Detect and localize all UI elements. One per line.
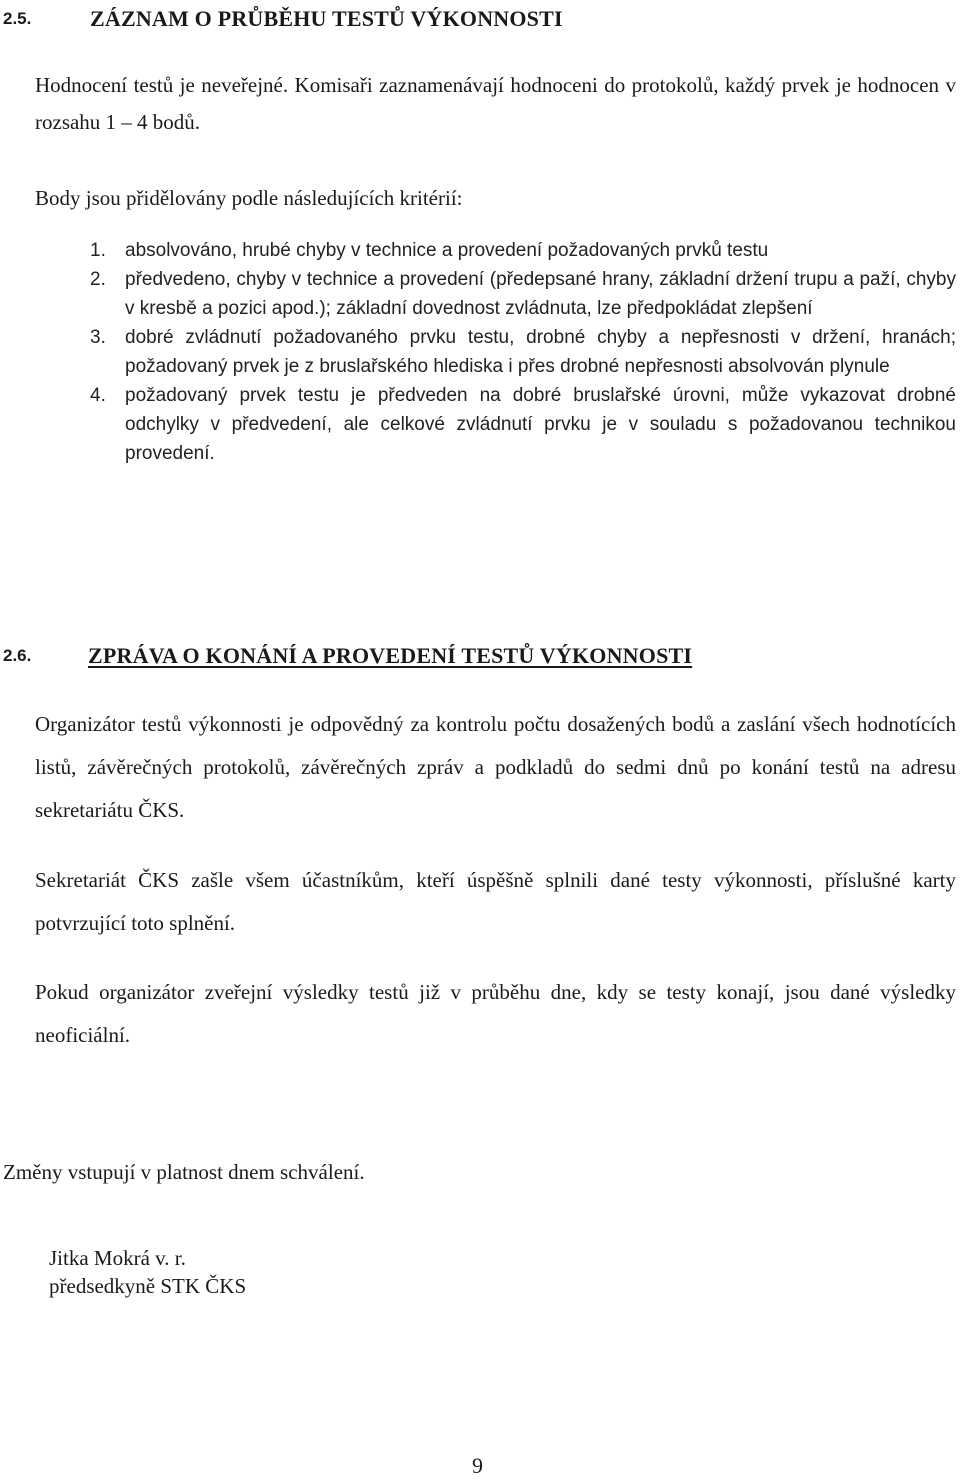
criteria-item — [90, 236, 956, 265]
criteria-text: předvedeno, chyby v technice a provedení (předepsané hrany, základní držení trupu a paží, chyby v kresbě a pozici apod.); základní dovednost zvládnuta, lze předpokládat zlepšení — [125, 269, 956, 319]
criteria-item — [90, 323, 956, 381]
criteria-text: absolvováno, hrubé chyby v technice a provedení požadovaných prvků testu — [125, 240, 769, 261]
report-paragraph: Sekretariát ČKS zašle všem účastníkům, kteří úspěšně splnili dané testy výkonnosti, příslušné karty potvrzující toto splnění. — [35, 868, 956, 935]
criteria-item — [90, 381, 956, 468]
criteria-list — [90, 236, 956, 468]
criteria-number: 4. — [90, 385, 106, 406]
validity-statement: Změny vstupují v platnost dnem schválení. — [3, 1160, 365, 1184]
signature-name: Jitka Mokrá v. r. — [49, 1246, 186, 1270]
criteria-intro: Body jsou přidělovány podle následujících kritérií: — [35, 186, 463, 210]
signature-role: předsedkyně STK ČKS — [49, 1274, 247, 1298]
section-number: 2.5. — [3, 9, 32, 28]
criteria-text: požadovaný prvek testu je předveden na dobré bruslařské úrovni, může vykazovat drobné odchylky v předvedení, ale celkové zvládnutí prvku je v souladu s požadovanou technikou provedení. — [125, 385, 956, 464]
report-paragraph: Organizátor testů výkonnosti je odpovědný za kontrolu počtu dosažených bodů a zaslání všech hodnotících listů, závěrečných protokolů, závěrečných zpráv a podkladů do sedmi dnů po konání testů na adresu sekretariátu ČKS. — [35, 712, 956, 822]
criteria-number: 2. — [90, 269, 106, 290]
criteria-item — [90, 265, 956, 323]
section-title: ZÁZNAM O PRŮBĚHU TESTŮ VÝKONNOSTI — [90, 6, 563, 31]
intro-paragraph: Hodnocení testů je neveřejné. Komisaři zaznamenávají hodnoceni do protokolů, každý prvek je hodnocen v rozsahu 1 – 4 bodů. — [35, 73, 956, 134]
criteria-number: 1. — [90, 240, 106, 261]
section-title: ZPRÁVA O KONÁNÍ A PROVEDENÍ TESTŮ VÝKONNOSTI — [88, 643, 693, 668]
criteria-number: 3. — [90, 327, 106, 348]
criteria-text: dobré zvládnutí požadovaného prvku testu, drobné chyby a nepřesnosti v držení, hranách; požadovaný prvek je z bruslařského hlediska i přes drobné nepřesnosti absolvován plynule — [125, 327, 956, 377]
page-number: 9 — [472, 1453, 483, 1478]
report-paragraph: Pokud organizátor zveřejní výsledky testů již v průběhu dne, kdy se testy konají, jsou dané výsledky neoficiální. — [35, 980, 956, 1047]
section-number: 2.6. — [3, 646, 32, 665]
